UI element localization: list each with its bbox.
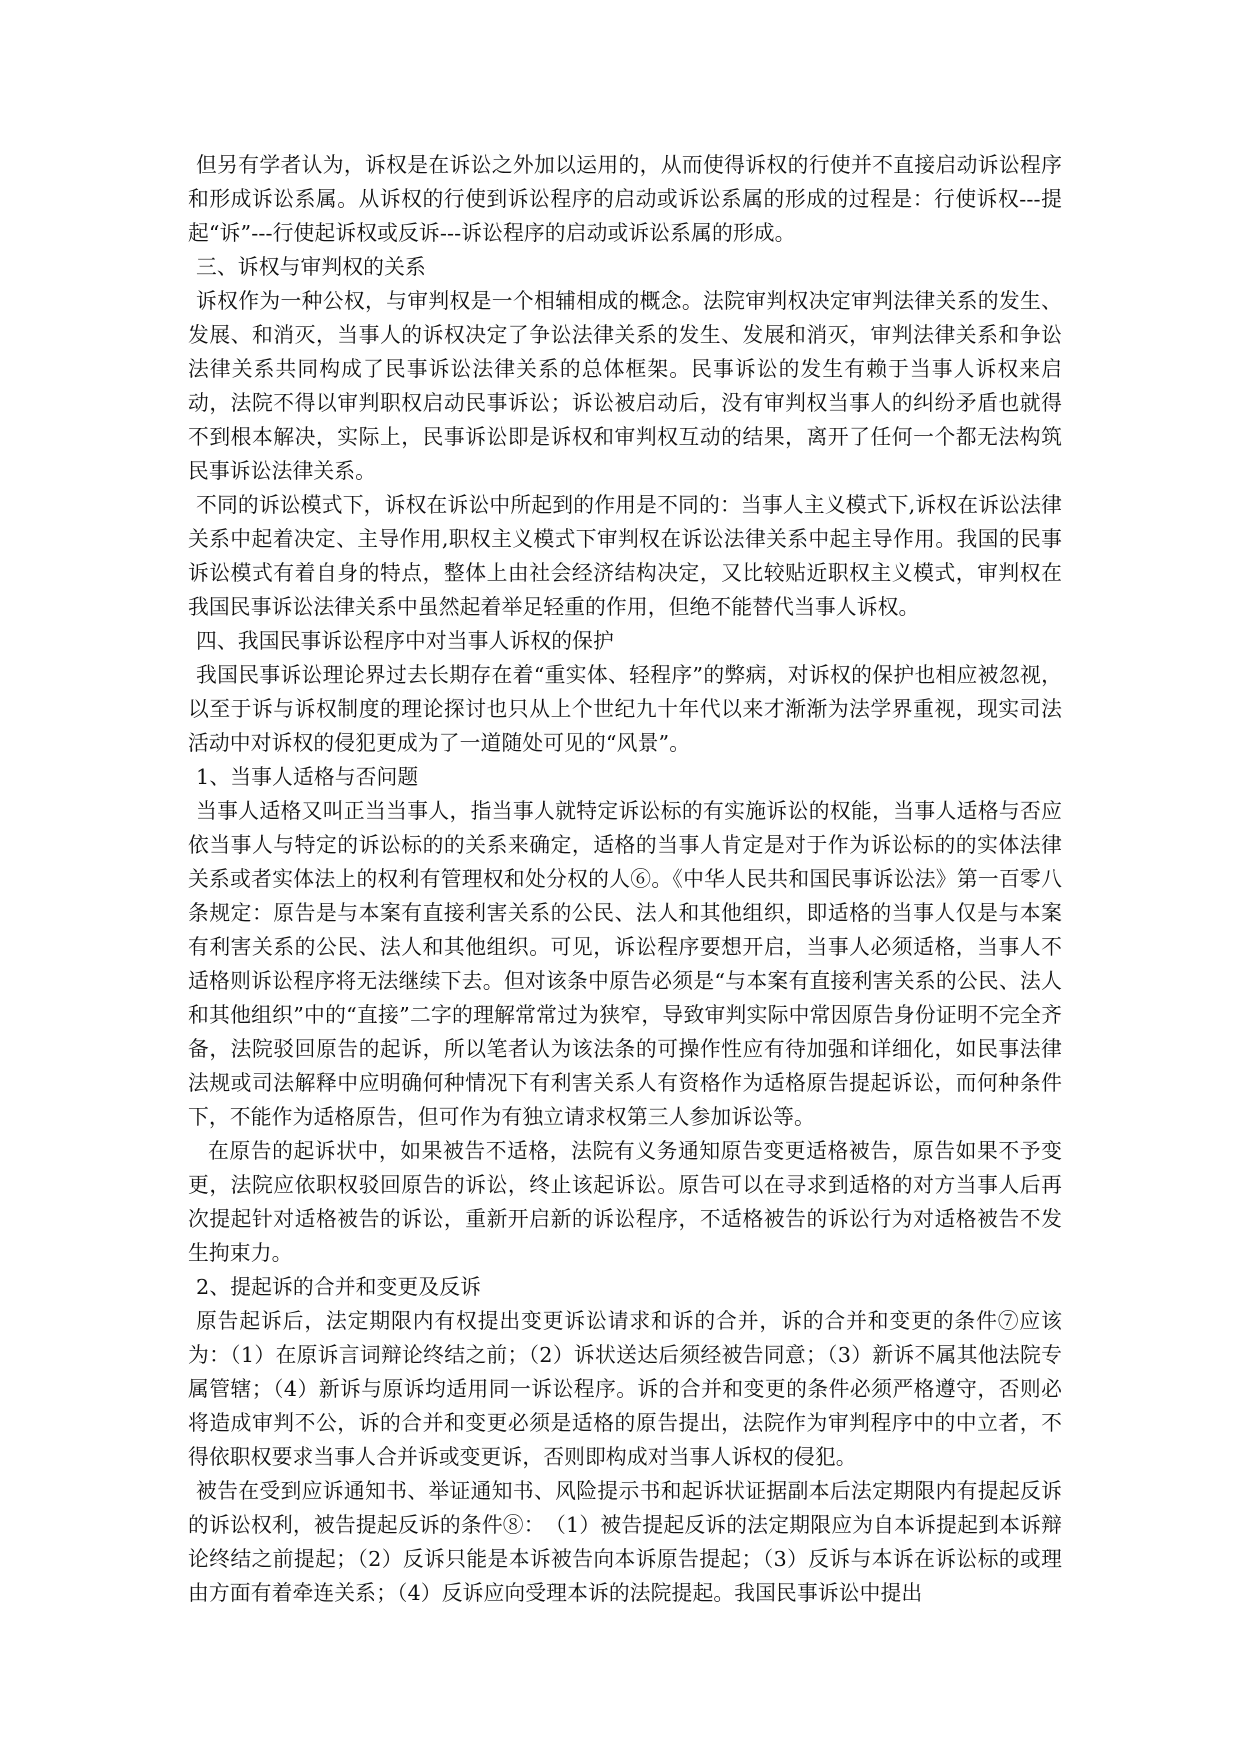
subsection-heading-1: 1、当事人适格与否问题: [196, 765, 419, 789]
paragraph-theory-neglect: 我国民事诉讼理论界过去长期存在着“重实体、轻程序”的弊病，对诉权的保护也相应被忽视，以至于诉与诉权制度的理论探讨也只从上个世纪九十年代以来才渐渐为法学界重视，现实司法活动中对诉权的侵犯更成为了一道随处可见的“风景”。: [188, 663, 1062, 755]
paragraph-right-and-judicial-power: 诉权作为一种公权，与审判权是一个相辅相成的概念。法院审判权决定审判法律关系的发生、发展、和消灭，当事人的诉权决定了争讼法律关系的发生、发展和消灭，审判法律关系和争讼法律关系共同构成了民事诉讼法律关系的总体框架。民事诉讼的发生有赖于当事人诉权来启动，法院不得以审判职权启动民事诉讼；诉讼被启动后，没有审判权当事人的纠纷矛盾也就得不到根本解决，实际上，民事诉讼即是诉权和审判权互动的结果，离开了任何一个都无法构筑民事诉讼法律关系。: [188, 289, 1062, 483]
section-heading-4: 四、我国民事诉讼程序中对当事人诉权的保护: [196, 629, 614, 653]
paragraph-joinder-and-amendment: 原告起诉后，法定期限内有权提出变更诉讼请求和诉的合并，诉的合并和变更的条件⑦应该为：（1）在原诉言词辩论终结之前；（2）诉状送达后须经被告同意；（3）新诉不属其他法院专属管辖；（4）新诉与原诉均适用同一诉讼程序。诉的合并和变更的条件必须严格遵守，否则必将造成审判不公，诉的合并和变更必须是适格的原告提出，法院作为审判程序中的中立者，不得依职权要求当事人合并诉或变更诉，否则即构成对当事人诉权的侵犯。: [188, 1309, 1062, 1469]
paragraph-litigation-models: 不同的诉讼模式下，诉权在诉讼中所起到的作用是不同的：当事人主义模式下,诉权在诉讼法律关系中起着决定、主导作用,职权主义模式下审判权在诉讼法律关系中起主导作用。我国的民事诉讼模式有着自身的特点，整体上由社会经济结构决定，又比较贴近职权主义模式，审判权在我国民事诉讼法律关系中虽然起着举足轻重的作用，但绝不能替代当事人诉权。: [188, 493, 1062, 619]
section-heading-3: 三、诉权与审判权的关系: [196, 255, 426, 279]
paragraph-improper-defendant: 在原告的起诉状中，如果被告不适格，法院有义务通知原告变更适格被告，原告如果不予变更，法院应依职权驳回原告的诉讼，终止该起诉讼。原告可以在寻求到适格的对方当事人后再次提起针对适格被告的诉讼，重新开启新的诉讼程序，不适格被告的诉讼行为对适格被告不发生拘束力。: [188, 1139, 1062, 1265]
subsection-heading-2: 2、提起诉的合并和变更及反诉: [196, 1275, 481, 1299]
paragraph-counterclaim: 被告在受到应诉通知书、举证通知书、风险提示书和起诉状证据副本后法定期限内有提起反诉的诉讼权利，被告提起反诉的条件⑧： （1）被告提起反诉的法定期限应为自本诉提起到本诉辩论终结之前提起；（2）反诉只能是本诉被告向本诉原告提起；（3）反诉与本诉在诉讼标的或理由方面有着牵连关系；（4）反诉应向受理本诉的法院提起。我国民事诉讼中提出: [188, 1479, 1062, 1605]
paragraph-litigation-right-exercise: 但另有学者认为，诉权是在诉讼之外加以运用的，从而使得诉权的行使并不直接启动诉讼程序和形成诉讼系属。从诉权的行使到诉讼程序的启动或诉讼系属的形成的过程是：行使诉权---提起“诉”---行使起诉权或反诉---诉讼程序的启动或诉讼系属的形成。: [188, 153, 1062, 245]
document-page: [188, 148, 1062, 1610]
paragraph-proper-party: 当事人适格又叫正当当事人，指当事人就特定诉讼标的有实施诉讼的权能，当事人适格与否应依当事人与特定的诉讼标的的关系来确定，适格的当事人肯定是对于作为诉讼标的的实体法律关系或者实体法上的权利有管理权和处分权的人⑥。《中华人民共和国民事诉讼法》第一百零八条规定：原告是与本案有直接利害关系的公民、法人和其他组织，即适格的当事人仅是与本案有利害关系的公民、法人和其他组织。可见，诉讼程序要想开启，当事人必须适格，当事人不适格则诉讼程序将无法继续下去。但对该条中原告必须是“与本案有直接利害关系的公民、法人和其他组织”中的“直接”二字的理解常常过为狭窄，导致审判实际中常因原告身份证明不完全齐备，法院驳回原告的起诉，所以笔者认为该法条的可操作性应有待加强和详细化，如民事法律法规或司法解释中应明确何种情况下有利害关系人有资格作为适格原告提起诉讼，而何种条件下，不能作为适格原告，但可作为有独立请求权第三人参加诉讼等。: [188, 799, 1062, 1129]
